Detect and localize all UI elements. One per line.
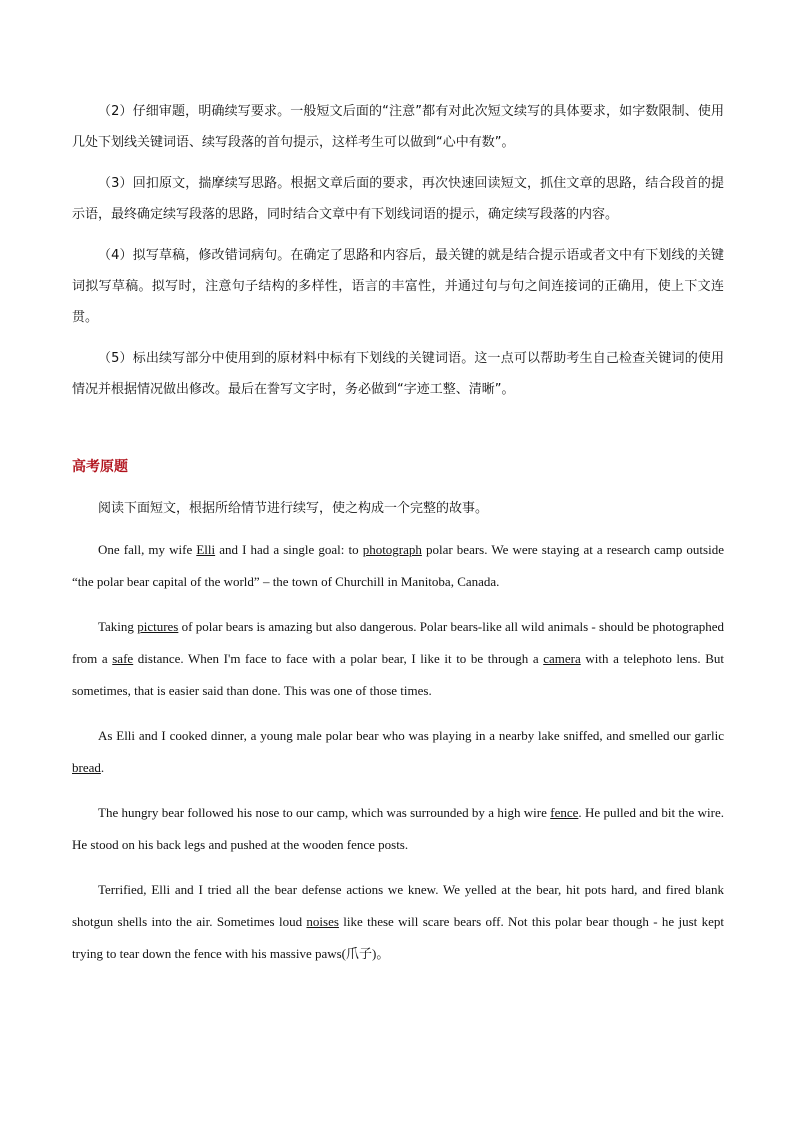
story-text: polar bears. We were staying at a research camp outside “the polar bear capital of the world” – the town of Churchill in Manitoba, Canada. — [72, 542, 724, 589]
underlined-keyword: noises — [306, 914, 339, 929]
story-text: of polar bears is amazing but also dangerous. Polar bears-like all wild animals - should be photographed from a — [72, 619, 724, 666]
underlined-keyword: fence — [550, 805, 579, 820]
tip-paragraph-5: （5）标出续写部分中使用到的原材料中标有下划线的关键词语。这一点可以帮助考生自己检查关键词的使用情况并根据情况做出修改。最后在誊写文字时，务必做到“字迹工整、清晰”。 — [72, 351, 724, 397]
story-text: and I had a single goal: to — [215, 542, 363, 557]
underlined-keyword: bread — [72, 760, 101, 775]
task-instruction: 阅读下面短文，根据所给情节进行续写，使之构成一个完整的故事。 — [98, 501, 489, 516]
story-text: The hungry bear followed his nose to our camp, which was surrounded by a high wire — [98, 805, 551, 820]
story-paragraph-4 — [72, 797, 724, 861]
story-paragraph-5 — [72, 874, 724, 970]
story-text: Terrified, Elli and I tried all the bear defense actions we knew. We yelled at the bear, hit pots hard, and fired blank shotgun shells into the air. Sometimes loud — [72, 882, 724, 929]
story-paragraph-1 — [72, 534, 724, 598]
document-page — [72, 96, 724, 983]
underlined-keyword: safe — [112, 651, 134, 666]
story-text: . He pulled and bit the wire. He stood on his back legs and pushed at the wooden fence posts. — [72, 805, 724, 852]
tip-paragraph-2: （2）仔细审题，明确续写要求。一般短文后面的“注意”都有对此次短文续写的具体要求，如字数限制、使用几处下划线关键词语、续写段落的首句提示，这样考生可以做到“心中有数”。 — [72, 104, 724, 150]
section-gap — [72, 415, 724, 453]
underlined-keyword: pictures — [137, 619, 179, 634]
story-text: like these will scare bears off. Not this polar bear though - he just kept trying to tear down the fence with his massive paws(爪子)。 — [72, 914, 725, 961]
section-heading: 高考原题 — [72, 459, 128, 475]
underlined-keyword: camera — [543, 651, 581, 666]
tip-paragraph-3: （3）回扣原文，揣摩续写思路。根据文章后面的要求，再次快速回读短文，抓住文章的思路，结合段首的提示语，最终确定续写段落的思路，同时结合文章中有下划线词语的提示，确定续写段落的内容。 — [72, 176, 724, 222]
story-paragraph-2 — [72, 611, 724, 707]
story-text: Taking — [98, 619, 138, 634]
story-text: with a telephoto lens. But sometimes, that is easier said than done. This was one of those times. — [72, 651, 724, 698]
underlined-keyword: photograph — [362, 542, 422, 557]
story-text: distance. When I'm face to face with a polar bear, I like it to be through a — [133, 651, 544, 666]
story-text: One fall, my wife — [98, 542, 197, 557]
underlined-keyword: Elli — [196, 542, 216, 557]
story-text: . — [100, 760, 105, 775]
story-paragraph-3 — [72, 720, 724, 784]
story-text: As Elli and I cooked dinner, a young male polar bear who was playing in a nearby lake sniffed, and smelled our garlic — [98, 728, 724, 743]
tip-paragraph-4: （4）拟写草稿，修改错词病句。在确定了思路和内容后，最关键的就是结合提示语或者文中有下划线的关键词拟写草稿。拟写时，注意句子结构的多样性，语言的丰富性，并通过句与句之间连接词的正确用，使上下文连贯。 — [72, 248, 724, 325]
